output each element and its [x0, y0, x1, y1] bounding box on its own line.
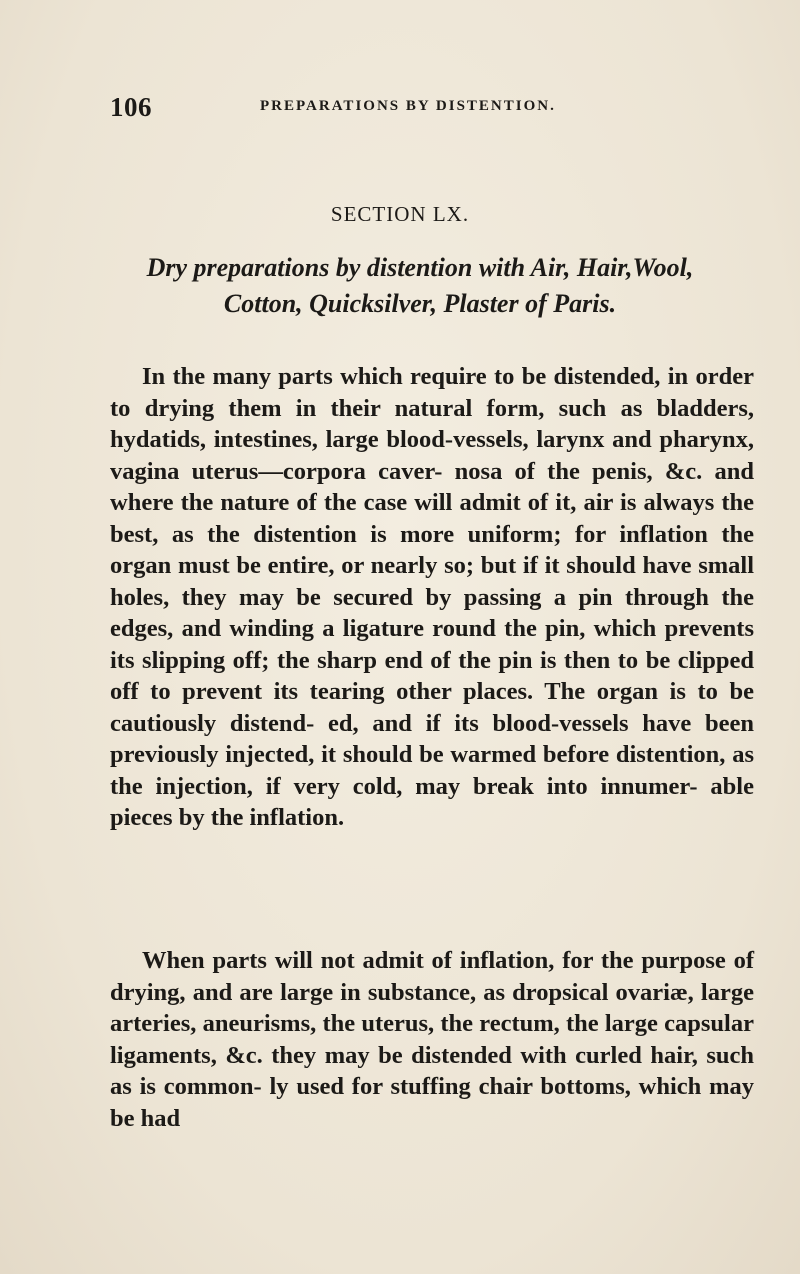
subtitle-line-1: Dry preparations by distention with Air, Hair,Wool, [146, 253, 694, 282]
section-heading: SECTION LX. [330, 202, 470, 226]
body-paragraph-1: In the many parts which require to be distended, in order to drying them in their natural form, such as bladders, hydatids, intestines, large blood-vessels, larynx and pharynx, vagina uterus—corpora caver- nosa of the penis, &c. and where the nature of the case will admit of it, air is always the best, as the distention is more uniform; for inflation the organ must be entire, or nearly so; but if it should have small holes, they may be secured by passing a pin through the edges, and winding a ligature round the pin, which prevents its slipping off; the sharp end of the pin is then to be clipped off to prevent its tearing other places. The organ is to be cautiously distend- ed, and if its blood-vessels have been previously injected, it should be warmed before distention, as the injection, if very cold, may break into innumer- able pieces by the inflation. [110, 363, 754, 831]
running-head [110, 92, 720, 122]
section-subtitle [110, 250, 730, 322]
running-title: PREPARATIONS BY DISTENTION. [260, 98, 556, 114]
page-number: 106 [110, 92, 152, 122]
body-paragraph-2: When parts will not admit of inflation, for the purpose of drying, and are large in substance, as dropsical ovariæ, large arteries, aneurisms, the uterus, the rectum, the large capsular ligaments, &c. they may be distended with curled hair, such as is common- ly used for stuffing chair bottoms, which may be had [110, 947, 754, 1132]
subtitle-line-2: Cotton, Quicksilver, Plaster of Paris. [223, 289, 617, 318]
